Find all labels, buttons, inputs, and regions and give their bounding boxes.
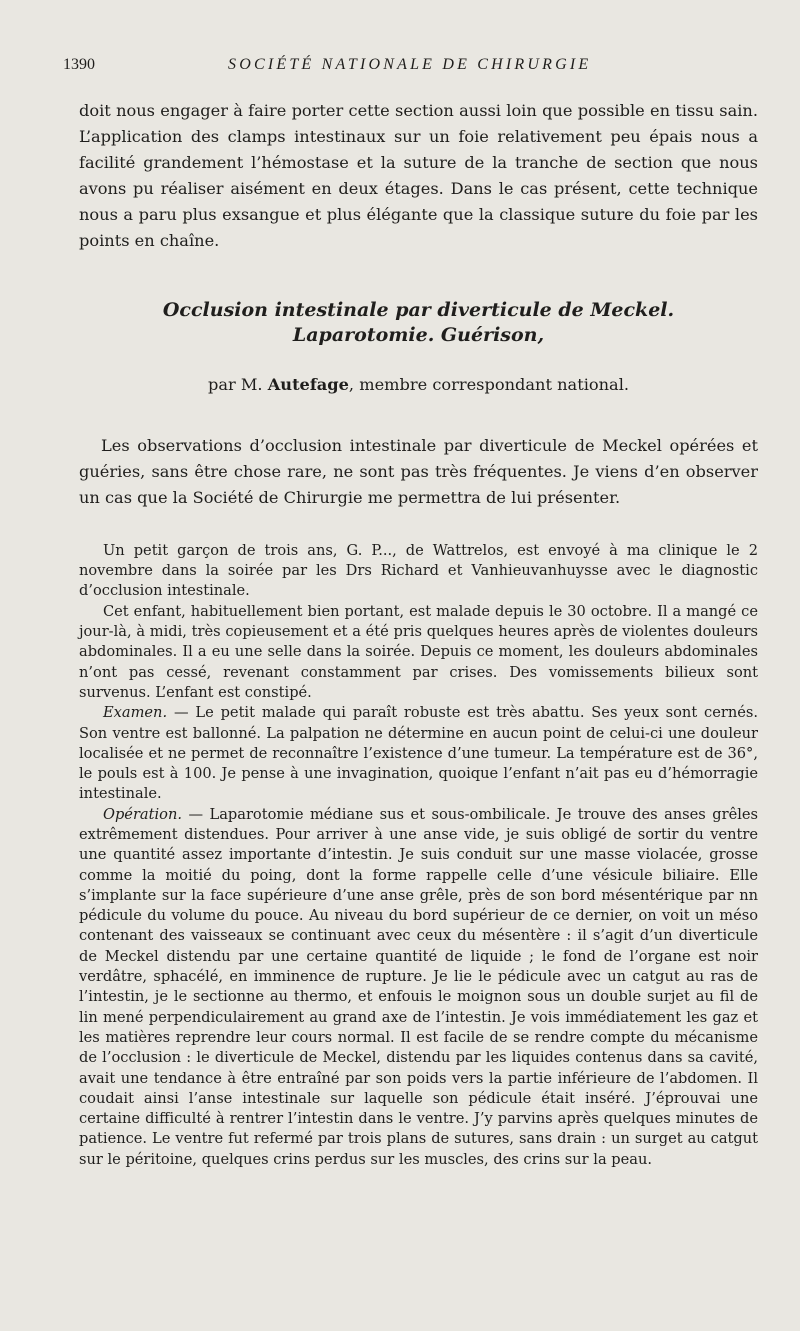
case-paragraph-1: Un petit garçon de trois ans, G. P..., de Wattrelos, est envoyé à ma clinique le 2 novembre dans la soirée par les Drs Richard et Vanhieuvanhuysse avec le diagnostic d’occlusion intestinale. xyxy=(79,541,758,600)
case-report xyxy=(79,541,758,1170)
byline-suffix: , membre correspondant national. xyxy=(348,374,630,394)
page-body xyxy=(79,98,758,1170)
article-title-line-2: Laparotomie. Guérison, xyxy=(292,323,545,346)
author-name: Autefage xyxy=(267,374,349,394)
exam-paragraph xyxy=(79,703,758,804)
continued-paragraph: doit nous engager à faire porter cette section aussi loin que possible en tissu sain. L’application des clamps intestinaux sur un foie relativement peu épais nous a facilité grandement l’hémostase et la suture de la tranche de section que nous avons pu réaliser aisément en deux étages. Dans le cas présent, cette technique nous a paru plus exsangue et plus élégante que la classique suture du foie par les points en chaîne. xyxy=(79,101,758,251)
article-title xyxy=(79,298,758,348)
journal-title: SOCIÉTÉ NATIONALE DE CHIRURGIE xyxy=(228,56,592,73)
exam-label: Examen. xyxy=(103,704,168,722)
byline-prefix: par M. xyxy=(207,374,263,394)
page-number: 1390 xyxy=(63,56,95,73)
byline xyxy=(79,374,758,396)
exam-text: — Le petit malade qui paraît robuste est très abattu. Ses yeux sont cernés. Son ventre est ballonné. La palpation ne détermine en aucun point de celui-ci une douleur localisée et ne permet de reconnaître l’existence d’une tumeur. La température est de 36°, le pouls est à 100. Je pense à une invagination, quoique l’enfant n’ait pas eu d’hémorragie intestinale. xyxy=(79,704,758,803)
intro-paragraph: Les observations d’occlusion intestinale par diverticule de Meckel opérées et guéries, sans être chose rare, ne sont pas très fréquentes. Je viens d’en observer un cas que la Société de Chirurgie me permettra de lui présenter. xyxy=(79,435,758,507)
operation-text: — Laparotomie médiane sus et sous-ombilicale. Je trouve des anses grêles extrêmement distendues. Pour arriver à une anse vide, je suis obligé de sortir du ventre une quantité assez importante d’intestin. Je suis conduit sur une masse violacée, grosse comme la moitié du poing, dont la forme rappelle celle d’une vésicule biliaire. Elle s’implante sur la face supérieure d’une anse grêle, près de son bord mésentérique par nn pédicule du volume du pouce. Au niveau du bord supérieur de ce dernier, on voit un méso contenant des vaisseaux se continuant avec ceux du mésentère : il s’agit d’un diverticule de Meckel distendu par une certaine quantité de liquide ; le fond de l’organe est noir verdâtre, sphacélé, en imminence de rupture. Je lie le pédicule avec un catgut au ras de l’intestin, je le sectionne au thermo, et enfouis le moignon sous un double surjet au fil de lin mené perpendiculairement au grand axe de l’intestin. Je vois immédiatement les gaz et les matières reprendre leur cours normal. Il est facile de se rendre compte du mécanisme de l’occlusion : le diverticule de Meckel, distendu par les liquides contenus dans sa cavité, avait une tendance à être entraîné par son poids vers la partie inférieure de l’abdomen. Il coudait ainsi l’anse intestinale sur laquelle son pédicule était inséré. J’éprouvai une certaine difficulté à rentrer l’intestin dans le ventre. J’y parvins après quelques minutes de patience. Le ventre fut refermé par trois plans de sutures, sans drain : un surget au catgut sur le péritoine, quelques crins perdus sur les muscles, des crins sur la peau. xyxy=(79,805,758,1168)
article-title-line-1: Occlusion intestinale par diverticule de Meckel. xyxy=(162,298,675,321)
operation-paragraph xyxy=(79,805,758,1170)
operation-label: Opération. xyxy=(103,805,182,823)
case-paragraph-2: Cet enfant, habituellement bien portant, est malade depuis le 30 octobre. Il a mangé ce jour-là, à midi, très copieusement et a été pris quelques heures après de violentes douleurs abdominales. Il a eu une selle dans la soirée. Depuis ce moment, les douleurs abdominales n’ont pas cessé, revenant constamment par crises. Des vomissements bilieux sont survenus. L’enfant est constipé. xyxy=(79,602,758,701)
running-header xyxy=(63,56,758,80)
